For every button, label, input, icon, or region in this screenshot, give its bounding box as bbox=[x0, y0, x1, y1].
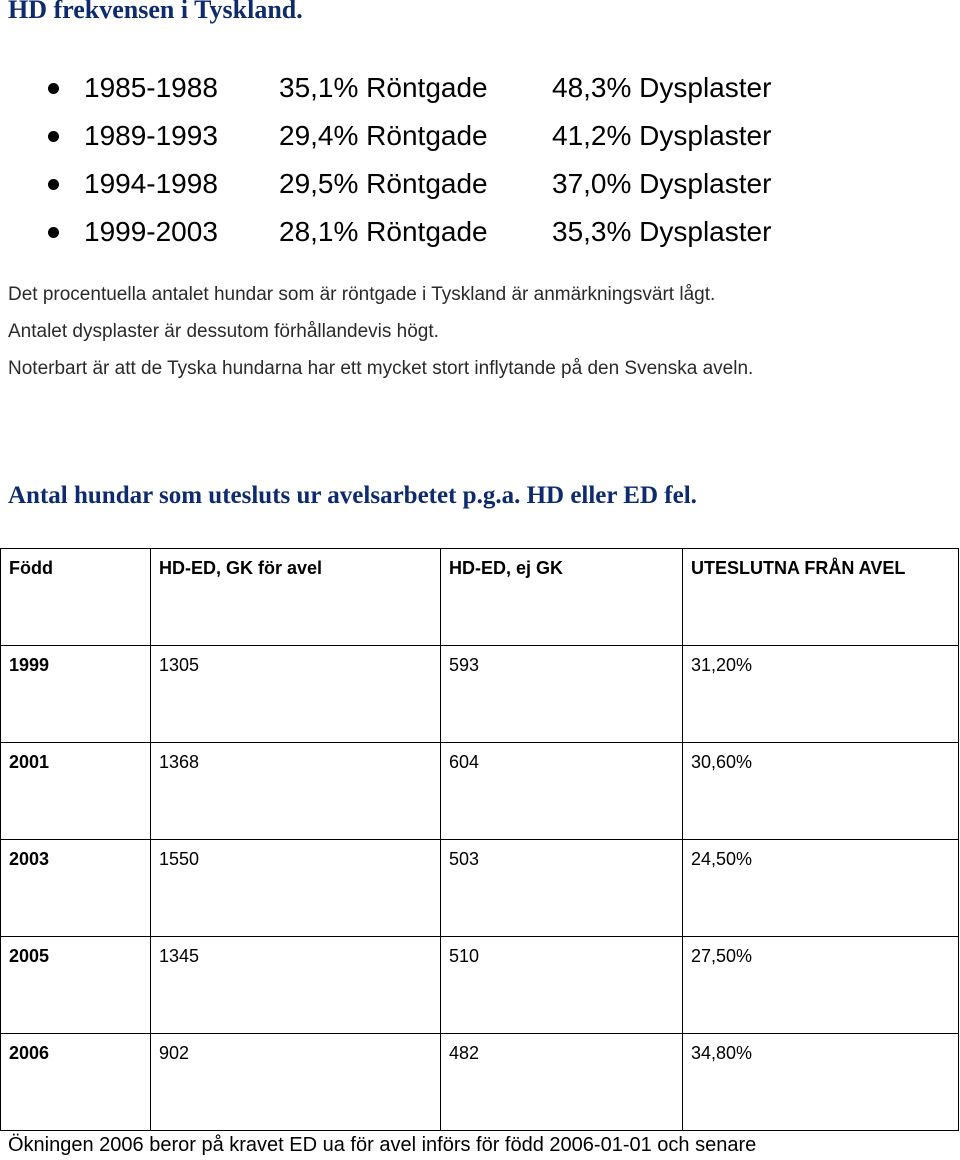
bullet-xray-rate: 29,4% Röntgade bbox=[279, 120, 488, 151]
cell-excluded: 24,50% bbox=[683, 840, 959, 937]
bullet-dysplasia-rate: 41,2% Dysplaster bbox=[552, 120, 772, 151]
bullet-period: 1985-1988 bbox=[84, 72, 218, 103]
exclusion-table bbox=[0, 548, 959, 1131]
bullet-dysplasia-rate: 37,0% Dysplaster bbox=[552, 168, 772, 199]
list-item bbox=[0, 64, 960, 112]
footnote: Ökningen 2006 beror på kravet ED ua för avel införs för född 2006-01-01 och senare bbox=[8, 1134, 757, 1156]
table-header-row bbox=[1, 549, 959, 646]
cell-excluded: 27,50% bbox=[683, 937, 959, 1034]
cell-excluded: 34,80% bbox=[683, 1034, 959, 1131]
header-not-approved: HD-ED, ej GK bbox=[441, 549, 683, 646]
paragraph-xray-low: Det procentuella antalet hundar som är röntgade i Tyskland är anmärkningsvärt lågt. bbox=[8, 284, 716, 305]
table-row bbox=[1, 1034, 959, 1131]
bullet-dot-icon bbox=[48, 227, 59, 238]
bullet-xray-rate: 28,1% Röntgade bbox=[279, 216, 488, 247]
list-item bbox=[0, 160, 960, 208]
cell-year: 1999 bbox=[1, 646, 151, 743]
cell-approved: 1305 bbox=[151, 646, 441, 743]
cell-not-approved: 510 bbox=[441, 937, 683, 1034]
cell-year: 2005 bbox=[1, 937, 151, 1034]
bullet-dysplasia-rate: 35,3% Dysplaster bbox=[552, 216, 772, 247]
list-item bbox=[0, 112, 960, 160]
bullet-dot-icon bbox=[48, 131, 59, 142]
list-item bbox=[0, 208, 960, 256]
bullet-dot-icon bbox=[48, 83, 59, 94]
cell-year: 2003 bbox=[1, 840, 151, 937]
table-row bbox=[1, 646, 959, 743]
cell-year: 2006 bbox=[1, 1034, 151, 1131]
bullet-period: 1999-2003 bbox=[84, 216, 218, 247]
cell-approved: 1368 bbox=[151, 743, 441, 840]
bullet-xray-rate: 29,5% Röntgade bbox=[279, 168, 488, 199]
cell-not-approved: 604 bbox=[441, 743, 683, 840]
cell-not-approved: 593 bbox=[441, 646, 683, 743]
page-title: HD frekvensen i Tyskland. bbox=[8, 0, 303, 24]
paragraph-dysplasia-high: Antalet dysplaster är dessutom förhållandevis högt. bbox=[8, 321, 439, 342]
bullet-xray-rate: 35,1% Röntgade bbox=[279, 72, 488, 103]
bullet-dot-icon bbox=[48, 179, 59, 190]
cell-approved: 902 bbox=[151, 1034, 441, 1131]
cell-not-approved: 482 bbox=[441, 1034, 683, 1131]
bullet-period: 1989-1993 bbox=[84, 120, 218, 151]
cell-approved: 1345 bbox=[151, 937, 441, 1034]
cell-excluded: 30,60% bbox=[683, 743, 959, 840]
cell-not-approved: 503 bbox=[441, 840, 683, 937]
header-born: Född bbox=[1, 549, 151, 646]
bullet-dysplasia-rate: 48,3% Dysplaster bbox=[552, 72, 772, 103]
bullet-period: 1994-1998 bbox=[84, 168, 218, 199]
table-row bbox=[1, 840, 959, 937]
cell-excluded: 31,20% bbox=[683, 646, 959, 743]
header-excluded: UTESLUTNA FRÅN AVEL bbox=[683, 549, 959, 646]
paragraph-influence: Noterbart är att de Tyska hundarna har ett mycket stort inflytande på den Svenska aveln. bbox=[8, 358, 754, 379]
section-title: Antal hundar som utesluts ur avelsarbetet p.g.a. HD eller ED fel. bbox=[8, 482, 697, 509]
bullet-list bbox=[0, 64, 960, 256]
cell-approved: 1550 bbox=[151, 840, 441, 937]
cell-year: 2001 bbox=[1, 743, 151, 840]
table-row bbox=[1, 937, 959, 1034]
header-approved: HD-ED, GK för avel bbox=[151, 549, 441, 646]
table-row bbox=[1, 743, 959, 840]
